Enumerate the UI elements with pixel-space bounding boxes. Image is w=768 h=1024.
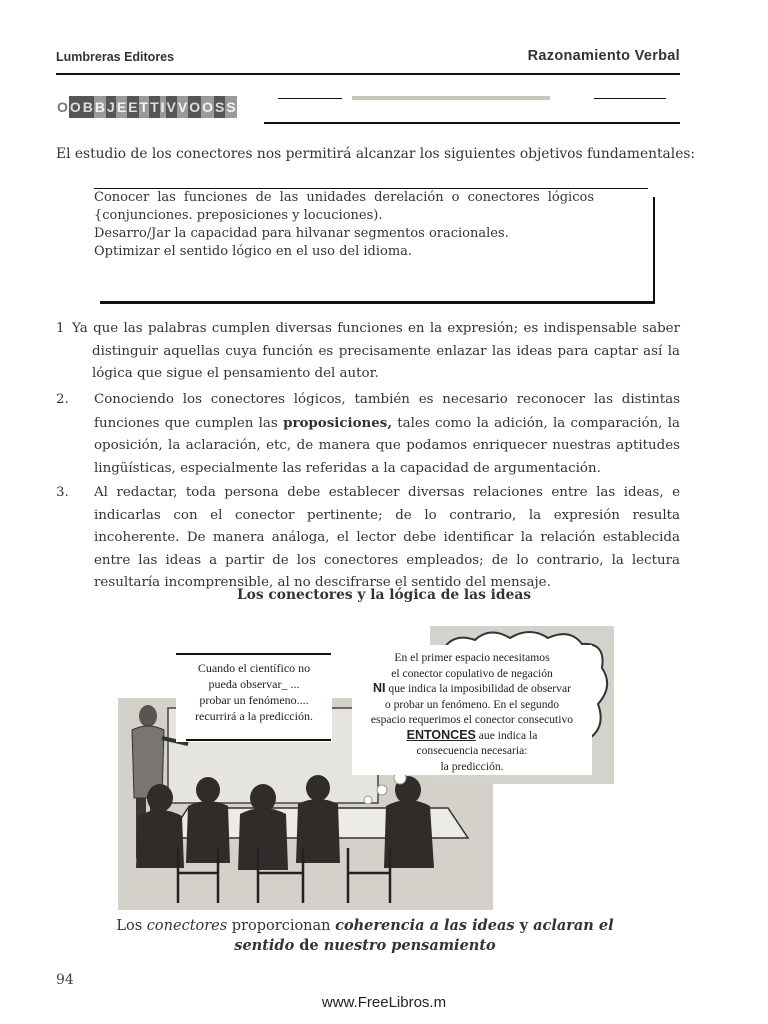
objective-item: {conjunciones. preposiciones y locuciones). [94, 208, 383, 223]
cloud-line: En el primer espacio necesitamos [394, 651, 550, 664]
speech-line: probar un fenómeno.... [199, 693, 309, 707]
footer-url[interactable]: www.FreeLibros.m [321, 994, 447, 1011]
heading-letter: S [214, 96, 225, 118]
heading-letter: V [166, 96, 177, 118]
speech-bubble-text [178, 660, 330, 724]
item-text [56, 318, 680, 386]
cloud-line-text: que indica la imposibilidad de observar [385, 682, 571, 695]
cloud-line: espacio requerimos el conector consecutivo [370, 713, 574, 726]
heading-letter: E [116, 96, 127, 118]
objective-item: Optimizar el sentido lógico en el uso del idioma. [94, 244, 413, 259]
caption-line-1 [0, 916, 730, 936]
item-number: 1 [56, 321, 65, 336]
list-item [56, 318, 680, 386]
objectives-list [94, 187, 594, 261]
subject-title: Razonamiento Verbal [527, 48, 680, 64]
speech-line: recurrirá a la predicción. [195, 709, 313, 723]
objectives-heading [56, 96, 286, 122]
cloud-line: consecuencia necesaria: [416, 744, 528, 757]
caption-text: coherencia a las ideas [335, 917, 515, 934]
caption-text: proporcionan [227, 918, 336, 934]
heading-letter: B [94, 96, 106, 118]
objective-item: Desarro/Jar la capacidad para hilvanar segmentos oracionales. [94, 226, 509, 241]
heading-letter: T [139, 96, 150, 118]
item-number: 2. [56, 392, 69, 407]
intro-paragraph: El estudio de los conectores nos permitirá alcanzar los siguientes objetivos fundamentales: [56, 146, 696, 162]
heading-letter: O [188, 96, 201, 118]
heading-short-line [278, 98, 342, 99]
item-text-body: Conociendo los conectores lógicos, también es necesario reconocer las distintas funciones que cumplen las [94, 392, 680, 431]
heading-letter: O [201, 96, 214, 118]
item-text-body: tales como la adición, la comparación, la oposición, la aclaración, etc, de manera que podamos enriquecer nuestras aptitudes lingüísticas, especialmente las referidas a la capacidad de argumentación. [94, 415, 680, 476]
cloud-line [352, 728, 592, 744]
heading-gray-bar [352, 96, 550, 100]
speech-bubble-top-line [176, 653, 331, 655]
cloud-line-text: aue indica la [475, 728, 538, 742]
connector-entonces: ENTONCES [406, 727, 476, 742]
cloud-line [352, 681, 592, 697]
heading-letter: I [160, 96, 166, 118]
speech-line: pueda observar_ ... [208, 677, 300, 691]
publisher-name: Lumbreras Editores [56, 50, 175, 64]
cloud-line: el conector copulativo de negación [391, 666, 553, 680]
speech-bubble-bottom-line [186, 739, 331, 741]
list-item [56, 482, 680, 595]
caption-text: nuestro pensamiento [323, 937, 496, 954]
heading-letter: O [56, 96, 69, 118]
caption-text: Los [116, 918, 147, 934]
caption-text: aclaran el [533, 917, 614, 934]
speech-line: Cuando el científico no [197, 661, 311, 675]
section-title: Los conectores y la lógica de las ideas [236, 587, 532, 603]
caption-text: conectores [146, 918, 228, 934]
illustration-caption [0, 916, 730, 956]
thought-cloud-text [352, 650, 592, 774]
page-number: 94 [56, 972, 74, 988]
cloud-line: la predicción. [440, 759, 504, 773]
heading-short-line-right [594, 98, 666, 99]
box-right-border [653, 197, 655, 303]
connector-ni: NI [373, 681, 386, 695]
item-text-body: Ya que las palabras cumplen diversas funciones en la expresión; es indispensable saber distinguir aquellas cuya función es precisamente enlazar las ideas para captar así la lógica que sigue el pensamiento del autor. [72, 321, 680, 381]
item-number: 3. [56, 485, 69, 500]
heading-letter: V [177, 96, 188, 118]
header-rule [56, 73, 680, 75]
caption-text: de [294, 937, 324, 954]
cloud-line: o probar un fenómeno. En el segundo [384, 697, 560, 711]
caption-text: y [514, 917, 534, 934]
heading-letter: O [69, 96, 82, 118]
heading-underline [264, 122, 680, 124]
objective-item: Conocer las funciones de las unidades derelación o conectores lógicos [94, 190, 594, 205]
caption-text: sentido [234, 937, 295, 954]
caption-line-2 [0, 936, 730, 956]
heading-letter: E [127, 96, 138, 118]
heading-letter: B [82, 96, 94, 118]
heading-letter: T [149, 96, 160, 118]
list-item [56, 389, 680, 480]
heading-letter: S [225, 96, 236, 118]
heading-letter: J [106, 96, 116, 118]
box-bottom-border [100, 301, 655, 304]
item-text: Al redactar, toda persona debe establecer diversas relaciones entre las ideas, e indicarlas con el conector pertinente; de lo contrario, la expresión resulta incoherente. De manera análoga, el lector debe identificar la relación establecida entre las ideas a partir de los conectores empleados; de lo contrario, la lectura resultaría incomprensible, al no descifrarse el sentido del mensaje. [94, 485, 680, 590]
item-text-bold: proposiciones, [283, 414, 392, 431]
item-text [94, 389, 680, 480]
